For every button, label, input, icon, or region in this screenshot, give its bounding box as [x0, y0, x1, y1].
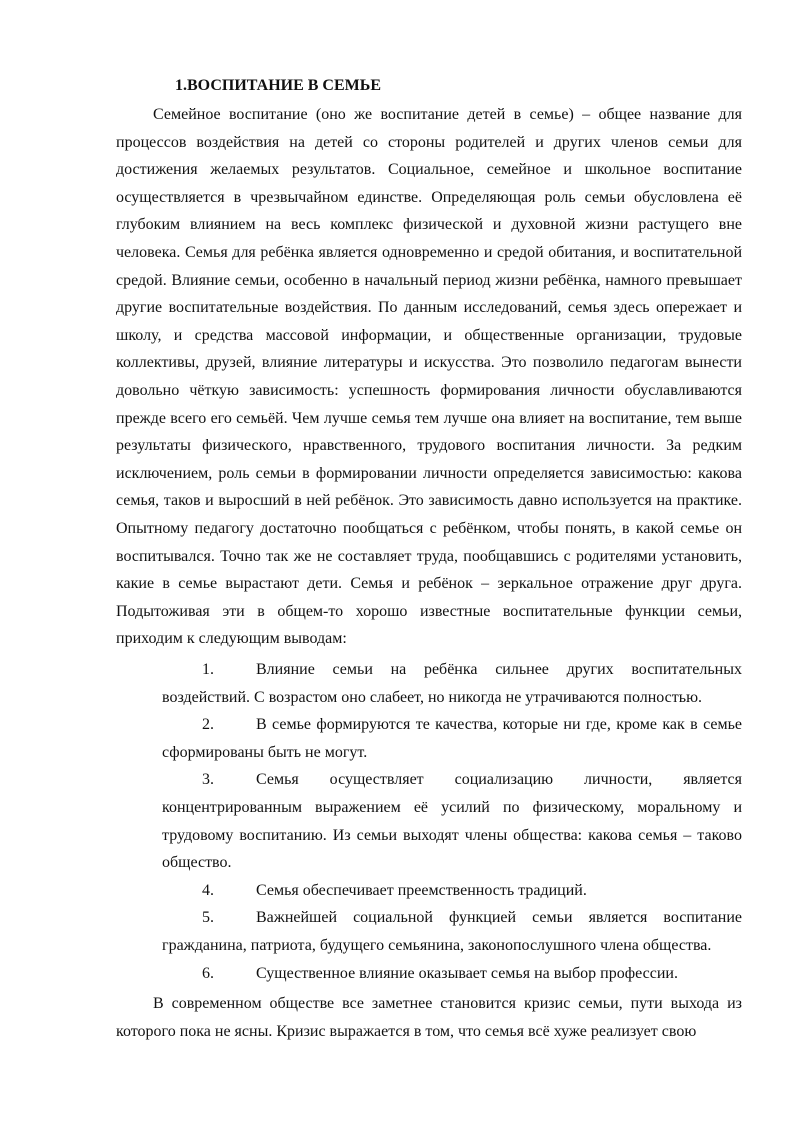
list-item — [162, 904, 742, 959]
list-item-number: 4. — [202, 881, 214, 899]
list-item — [162, 960, 742, 988]
list-item-number: 5. — [202, 909, 214, 927]
list-item-number: 2. — [202, 716, 214, 734]
list-item-number: 1. — [202, 661, 214, 678]
list-item-number: 6. — [202, 964, 214, 982]
conclusions-list — [162, 656, 742, 987]
list-item-text: Семья осуществляет социализацию личности, является концентрированным выражением её усилий по физическому, моральному и трудовому воспитанию. Из семьи выходят члены общества: какова семья – таково общество. — [162, 771, 742, 872]
list-item — [162, 711, 742, 766]
list-item-text: Влияние семьи на ребёнка сильнее других воспитательных воздействий. С возрастом оно слабеет, но никогда не утрачиваются полностью. — [162, 661, 742, 706]
intro-paragraph: Семейное воспитание (оно же воспитание детей в семье) – общее название для процессов воздействия на детей со стороны родителей и других членов семьи для достижения желаемых результатов. Социальное, семейное и школьное воспитание осуществляется в чрезвычайном единстве. Определяющая роль семьи обусловлена её глубоким влиянием на весь комплекс физической и духовной жизни растущего вне человека. Семья для ребёнка является одновременно и средой обитания, и воспитательной средой. Влияние семьи, особенно в начальный период жизни ребёнка, намного превышает другие воспитательные воздействия. По данным исследований, семья здесь опережает и школу, и средства массовой информации, и общественные организации, трудовые коллективы, друзей, влияние литературы и искусства. Это позволило педагогам вынести довольно чёткую зависимость: успешность формирования личности обуславливаются прежде всего его семьёй. Чем лучше семья тем лучше она влияет на воспитание, тем выше результаты физического, нравственного, трудового воспитания личности. За редким исключением, роль семьи в формировании личности определяется зависимостью: какова семья, таков и выросший в ней ребёнок. Это зависимость давно используется на практике. Опытному педагогу достаточно пообщаться с ребёнком, чтобы понять, в какой семье он воспитывался. Точно так же не составляет труда, пообщавшись с родителями установить, какие в семье вырастают дети. Семья и ребёнок – зеркальное отражение друг друга. Подытоживая эти в общем-то хорошо известные воспитательные функции семьи, приходим к следующим выводам: — [116, 106, 742, 648]
list-item-text: Существенное влияние оказывает семья на выбор профессии. — [256, 964, 678, 982]
list-item-text: Важнейшей социальной функцией семьи является воспитание гражданина, патриота, будущего семьянина, законопослушного члена общества. — [162, 909, 742, 954]
list-item — [162, 877, 742, 905]
list-item-text: Семья обеспечивает преемственность традиций. — [256, 881, 587, 899]
list-item — [162, 766, 742, 876]
list-item-number: 3. — [202, 771, 214, 789]
closing-paragraph: В современном обществе все заметнее становится кризис семьи, пути выхода из которого пока не ясны. Кризис выражается в том, что семья всё хуже реализует свою — [116, 995, 742, 1040]
section-heading: 1.ВОСПИТАНИЕ В СЕМЬЕ — [175, 77, 381, 94]
list-item — [162, 656, 742, 711]
list-item-text: В семье формируются те качества, которые ни где, кроме как в семье сформированы быть не могут. — [162, 716, 742, 761]
